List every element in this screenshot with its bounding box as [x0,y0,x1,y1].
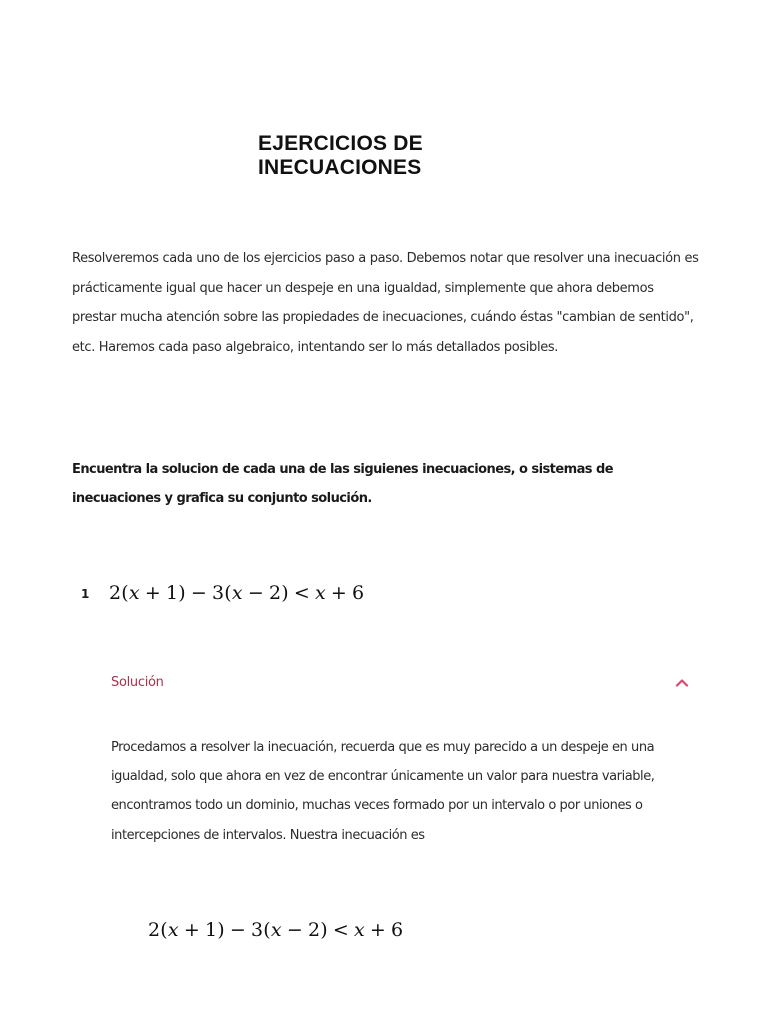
formula-variable: x [314,582,326,604]
formula-operator: − [229,919,246,941]
formula-variable: x [167,919,179,941]
formula-variable: x [128,582,140,604]
formula-part: 1) [165,582,186,604]
instructions-paragraph: Encuentra la solucion de cada una de las siguienes inecuaciones, o sistemas de inecuaciones y grafica su conjunto solución. [72,462,613,506]
formula-operator: + [144,582,161,604]
formula-operator: + [183,919,200,941]
formula-operator: − [247,582,264,604]
exercise-number: 1 [81,587,90,601]
solution-toggle[interactable] [111,668,691,696]
formula-operator: < [332,919,349,941]
formula-part: 6 [391,919,404,941]
formula-part: 6 [352,582,365,604]
exercise-formula [109,580,364,606]
intro-paragraph: Resolveremos cada uno de los ejercicios paso a paso. Debemos notar que resolver una inecuación es prácticamente igual que hacer un despeje en una igualdad, simplemente que ahora debemos prestar mucha atención sobre las propiedades de inecuaciones, cuándo éstas "cambian de sentido", etc. Haremos cada paso algebraico, intentando ser lo más detallados posibles. [72,251,699,355]
chevron-up-icon[interactable] [673,673,691,691]
formula-part: 2) [268,582,289,604]
formula-variable: x [353,919,365,941]
formula-operator: − [286,919,303,941]
formula-operator: + [369,919,387,941]
solution-formula [148,916,403,944]
formula-part: 3( [250,919,271,941]
formula-operator: + [330,582,348,604]
formula-operator: < [293,582,310,604]
formula-operator: − [190,582,207,604]
formula-part: 3( [211,582,232,604]
formula-part: 1) [204,919,225,941]
solution-label: Solución [111,674,164,690]
formula-part: 2( [148,919,168,941]
formula-variable: x [270,919,282,941]
formula-variable: x [231,582,243,604]
page-title: EJERCICIOS DE INECUACIONES [258,132,423,179]
formula-part: 2) [307,919,328,941]
formula-part: 2( [109,582,129,604]
solution-text: Procedamos a resolver la inecuación, recuerda que es muy parecido a un despeje en una igualdad, solo que ahora en vez de encontrar únicamente un valor para nuestra variable, encontramos todo un dominio, muchas veces formado por un intervalo o por uniones o intercepciones de intervalos. Nuestra inecuación es [111,740,655,843]
